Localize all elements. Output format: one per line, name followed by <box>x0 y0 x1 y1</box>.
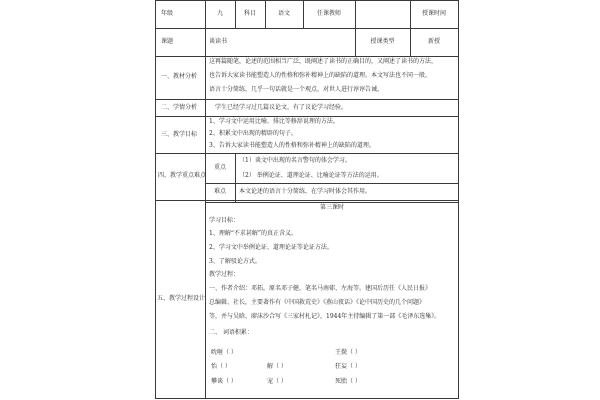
row-divider <box>155 99 459 100</box>
material-text: 语言十分简练，几乎一句话就是一个观点，对世人进行谆谆告诫。 <box>209 86 384 93</box>
grade-label: 年级 <box>161 10 174 17</box>
subject-value: 语文 <box>277 10 290 17</box>
difficulty-text: 本文论述的语言十分简练，在学习时体会其作用。 <box>239 188 372 195</box>
focus-item: （2） 举例论证、道理论证、比喻论证等方法的运用。 <box>239 172 383 179</box>
difficulty-label: 难点 <box>213 188 226 195</box>
col-divider <box>205 0 206 399</box>
vocab-item: 吮咂（ ） <box>211 349 237 356</box>
process-line: 教学过程： <box>209 271 240 278</box>
goals-item: 2、积累文中出现的精辟的句子。 <box>209 130 297 137</box>
col-divider <box>235 153 236 202</box>
table-border-left <box>155 0 156 399</box>
process-line: 2、学习文中举例论证、道理论证等论证方法。 <box>209 244 333 251</box>
type-value: 新授 <box>427 38 440 45</box>
row-divider <box>155 153 459 154</box>
process-line: 学习目标： <box>209 217 240 224</box>
students-label: 二、学情分析 <box>161 104 198 111</box>
grade-value: 九 <box>216 10 223 17</box>
goals-label: 三、教学目标 <box>161 131 198 138</box>
row-divider <box>155 200 459 201</box>
process-line: 总编辑、社长，主要著作有《中国救荒史》《燕山夜话》《论中国历史的几个问题》 <box>209 299 426 306</box>
col-divider <box>410 0 411 56</box>
vocab-item: 怡（ ） <box>211 363 231 370</box>
material-text: 这再篇随笔，论述的范围相当广泛，既阐述了读书的正确目的，又阐述了读书的方法， <box>209 58 438 65</box>
row-divider <box>205 202 459 203</box>
subject-label: 科目 <box>243 10 256 17</box>
focus-label: 重点 <box>213 164 226 171</box>
vocab-item: 攀谈（ ） <box>211 378 237 385</box>
goals-item: 3、告诉大家读书能塑造人的性格和弥补精神上的缺陷的道理。 <box>209 142 375 149</box>
table-border-top <box>155 0 459 1</box>
table-border-bottom <box>155 398 459 399</box>
col-divider <box>355 0 356 56</box>
session-heading: 第三课时 <box>319 204 344 211</box>
material-text: 也告诉大家读书能塑造人的性格和弥补精神上的缺陷的道理。本文写法也不同一般， <box>209 72 432 79</box>
vocab-item: 狂妄（ ） <box>335 363 361 370</box>
vocab-item: 王鬓（ ） <box>335 349 361 356</box>
process-line: 等，并与吴晗、廖沫沙合写《三家村札记》，1944年主持编辑了第一部《毛泽东选集》。 <box>209 313 441 320</box>
table-border-right <box>458 0 459 399</box>
lesson-plan-document <box>155 0 459 400</box>
row-divider <box>155 56 459 57</box>
students-text: 学生已经学习过几篇议论文，有了议论学习经验。 <box>215 104 348 111</box>
process-line: 一、作者介绍：邓拓，原名邓子健，笔名马南邨、左海等。建国后历任《人民日报》 <box>209 285 432 292</box>
time-label: 授课时间 <box>421 10 446 17</box>
process-line: 3、了解驳论方式。 <box>209 258 261 265</box>
process-line: 1、理解“不求甚解”的真正含义。 <box>209 230 297 237</box>
row-divider <box>205 183 459 184</box>
process-label: 五、教学过程设计 <box>157 295 206 302</box>
goals-item: 1、学习文中运用比喻、排比等修辞说理的方法。 <box>209 118 339 125</box>
vocab-item: 解（ ） <box>267 363 287 370</box>
focus-item: （1）谈文中出现的名言警句的体会学习。 <box>239 157 351 164</box>
material-label: 一、教材分析 <box>161 73 198 80</box>
teacher-label: 任课教师 <box>316 10 341 17</box>
process-line: 二、 词语积累： <box>209 329 253 336</box>
type-label: 授课类型 <box>370 38 395 45</box>
key-label: 四、教学重点难点 <box>158 172 207 179</box>
row-divider <box>155 28 459 29</box>
vocab-item: 宠（ ） <box>267 378 287 385</box>
row-divider <box>155 116 459 117</box>
topic-label: 课题 <box>161 38 174 45</box>
vocab-item: 死胎（ ） <box>335 378 361 385</box>
topic-value: 谈读书 <box>209 38 228 45</box>
